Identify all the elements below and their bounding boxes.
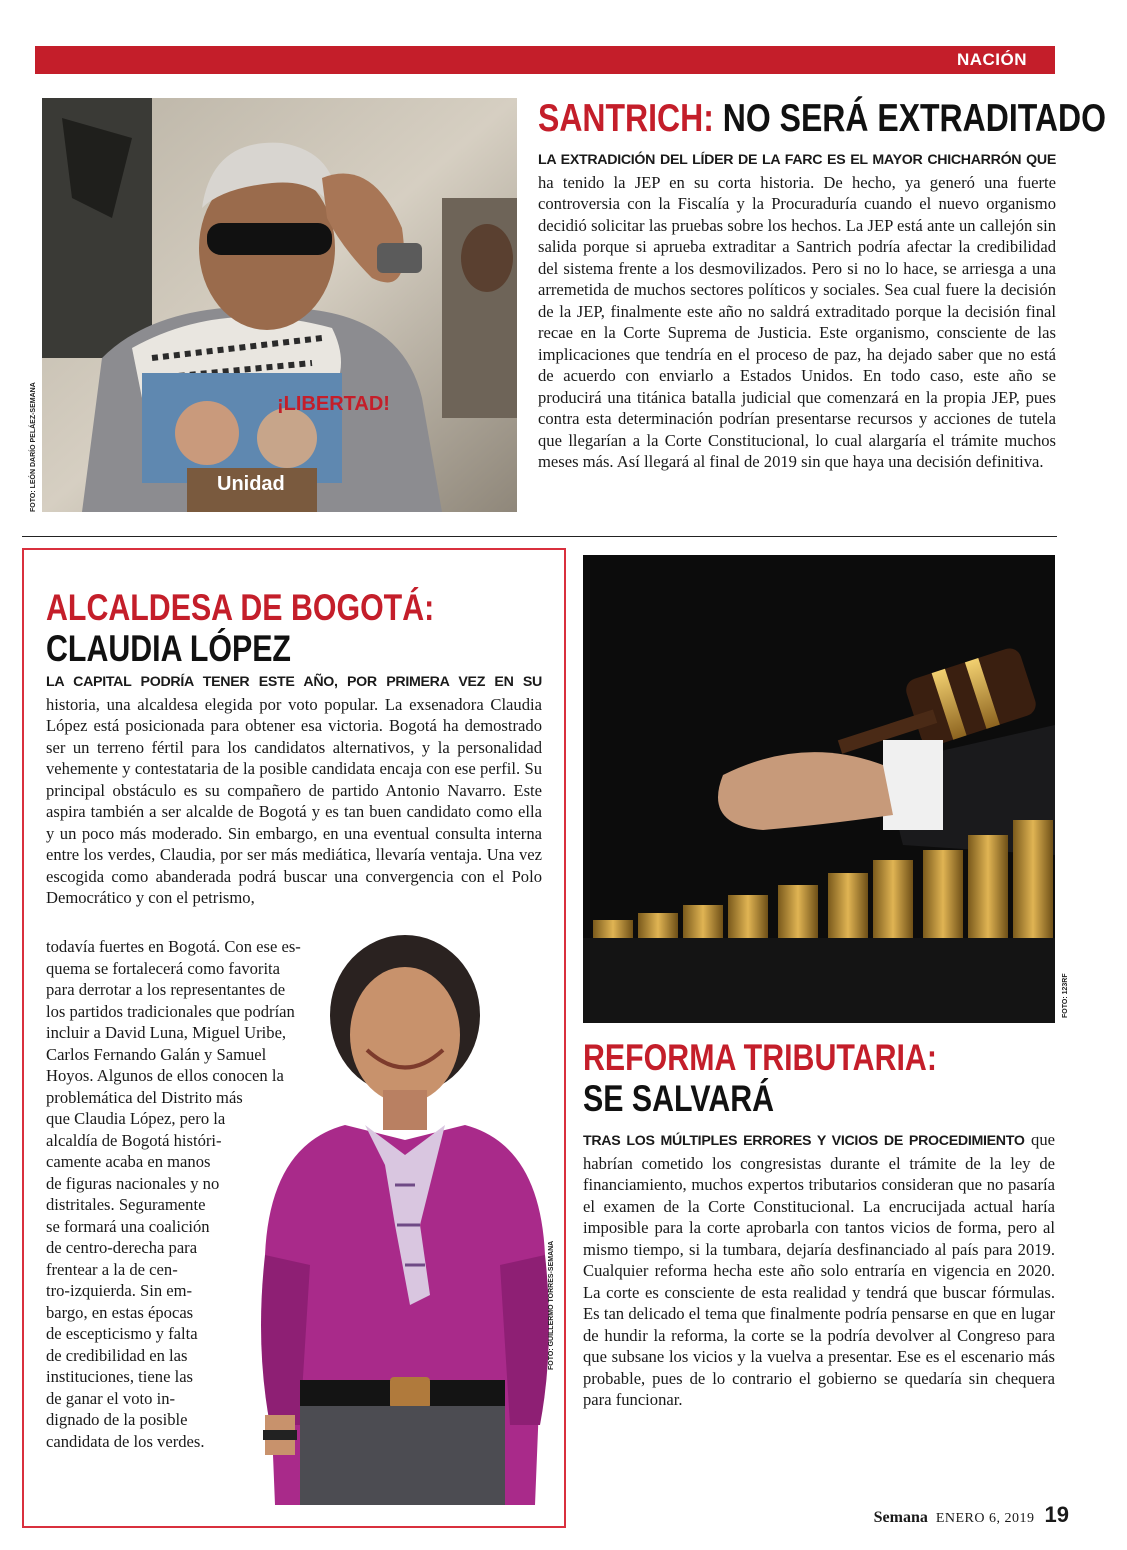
page-number: 19 <box>1044 1502 1069 1527</box>
wrap-line: que Claudia López, pero la <box>46 1109 226 1128</box>
reforma-headline-red: REFORMA TRIBUTARIA: <box>583 1037 937 1078</box>
wrap-line: los partidos tradicionales que podrían <box>46 1001 295 1021</box>
bogota-body <box>46 670 542 909</box>
santrich-headline <box>538 98 1106 141</box>
santrich-headline-black: NO SERÁ EXTRADITADO <box>722 97 1106 140</box>
santrich-body-text: ha tenido la JEP en su corta historia. De hecho, ya generó una fuerte controversia con la Fiscalía y la Procuraduría cuando el nuevo organismo decidió solicitar las pruebas sobre los hechos. La JEP está ante un callejón sin salida porque si aprueba extraditar a Santrich podría afectar la credibilidad del sistema frente a los desmovilizados. Pero si no lo hace, se arriesga a una arremetida de muchos sectores políticos y sociales. Sea cual fuere la decisión de la JEP, finalmente este año no saldrá extraditado porque la decisión final recae en la Corte Suprema de Justicia. Este organismo, consciente de las implicaciones que tendría en el proceso de paz, ha dejado saber que no está de acuerdo con enviarlo a Estados Unidos. En todo caso, este año se producirá una titánica batalla judicial que comenzará en la propia JEP, pues contra esta determinación podrían presentarse recursos y acciones de tutela que llegarían a la Corte Constitucional, lo cual alargaría el trámite muchos meses más. Así llegará al final de 2019 sin que haya una decisión definitiva. <box>538 172 1056 471</box>
reforma-body <box>583 1129 1055 1411</box>
santrich-lead: LA EXTRADICIÓN DEL LÍDER DE LA FARC ES EL MAYOR CHICHARRÓN QUE <box>538 152 1056 168</box>
wrap-line: instituciones, tiene las <box>46 1367 194 1386</box>
wrap-line: Carlos Fernando Galán y Samuel <box>46 1044 267 1064</box>
wrap-line: frentear a la de cen- <box>46 1259 178 1279</box>
santrich-photo-illustration <box>42 98 517 512</box>
reforma-body-text: que habrían cometido los congresistas durante el trámite de la ley de financiamiento, muchos expertos tributarios consideran que no pasaría el examen de la Corte Constitucional. La encrucijada actual haría imposible para la corte aprobarla con tantos vicios de forma, pero al mismo tiempo, si la tumbara, dejaría desfinanciado al país para 2019. Cualquier reforma hecha este año solo entraría en vigencia en 2020. La corte es consciente de esta realidad y tendrá que buscar fórmulas. Es tan delicado el tema que finalmente podría pensarse en que en lugar de hundir la reforma, la corte se la podría devolver al Congreso para que subsane los vicios y la vuelva a presentar. Ese es el escenario más probable, pues de lo contrario el gobierno se quedaría sin chequera para funcionar. <box>583 1130 1055 1409</box>
santrich-body <box>538 148 1056 473</box>
claudia-photo-credit: FOTO: GUILLERMO TORRES-SEMANA <box>548 1240 555 1370</box>
page-footer <box>874 1502 1069 1528</box>
wrap-line: de ganar el voto in- <box>46 1388 176 1408</box>
bogota-headline-black: CLAUDIA LÓPEZ <box>46 627 291 669</box>
santrich-photo <box>42 98 517 512</box>
wrap-line: todavía fuertes en Bogotá. Con ese es- <box>46 937 301 956</box>
wrap-line: candidata de los verdes. <box>46 1431 205 1451</box>
gavel-coins-photo <box>583 555 1055 1023</box>
wrap-line: de credibilidad en las <box>46 1345 188 1365</box>
shirt-text-unidad: Unidad <box>217 473 285 495</box>
santrich-headline-red: SANTRICH: <box>538 97 714 140</box>
wrap-line: problemática del Distrito más <box>46 1087 243 1107</box>
wrap-line: para derrotar a los representantes de <box>46 980 286 999</box>
wrap-line: de figuras nacionales y no <box>46 1173 220 1193</box>
reforma-lead: TRAS LOS MÚLTIPLES ERRORES Y VICIOS DE PROCEDIMIENTO <box>583 1133 1025 1149</box>
bogota-lead: LA CAPITAL PODRÍA TENER ESTE AÑO, POR PRIMERA VEZ EN SU <box>46 674 542 690</box>
bogota-body-text: historia, una alcaldesa elegida por voto popular. La exsenadora Claudia López está posicionada para obtener esa victoria. Bogotá ha demostrado ser un terreno fértil para los candidatos alternativos, y la personalidad vehemente y contestataria de la posible candidata encaja con ese perfil. Su principal obstáculo es su compañero de partido Antonio Navarro. Este aspira también a ser alcalde de Bogotá y es tan buen candidato como ella y un poco más moderado. Sin embargo, en una eventual consulta interna entre los verdes, Claudia, por ser más mediática, llevaría ventaja. Una vez escogida como abanderada podrá buscar una convergencia con el Polo Democrático y con el petrismo, <box>46 694 542 907</box>
wrap-line: distritales. Seguramente <box>46 1195 206 1214</box>
gavel-coins-illustration <box>583 555 1055 1023</box>
bogota-headline-red: ALCALDESA DE BOGOTÁ: <box>46 587 435 628</box>
wrap-line: se formará una coalición <box>46 1216 210 1236</box>
shirt-slogan: ¡LIBERTAD! <box>277 393 390 415</box>
reforma-headline-black: SE SALVARÁ <box>583 1077 775 1119</box>
wrap-line: quema se fortalecerá como favorita <box>46 958 281 978</box>
wrap-line: camente acaba en manos <box>46 1152 211 1171</box>
wrap-line: incluir a David Luna, Miguel Uribe, <box>46 1023 287 1042</box>
section-label: NACIÓN <box>956 50 1027 69</box>
wrap-line: de centro-derecha para <box>46 1238 198 1257</box>
wrap-line: bargo, en estas épocas <box>46 1302 194 1322</box>
santrich-photo-credit: FOTO: LEÓN DARÍO PELÁEZ-SEMANA <box>30 382 37 512</box>
footer-date: ENERO 6, 2019 <box>935 1511 1035 1526</box>
reforma-headline <box>583 1038 937 1119</box>
wrap-line: dignado de la posible <box>46 1410 188 1429</box>
wrap-line: tro-izquierda. Sin em- <box>46 1281 193 1300</box>
wrap-line: Hoyos. Algunos de ellos conocen la <box>46 1066 284 1085</box>
wrap-line: de escepticismo y falta <box>46 1324 198 1343</box>
section-bar <box>35 46 1055 74</box>
bogota-body-wrap <box>46 936 366 1452</box>
bogota-headline <box>46 588 434 669</box>
wrap-line: alcaldía de Bogotá históri- <box>46 1130 222 1150</box>
footer-brand: Semana <box>873 1509 928 1526</box>
section-divider <box>22 536 1057 537</box>
gavel-photo-credit: FOTO: 123RF <box>1062 973 1069 1018</box>
